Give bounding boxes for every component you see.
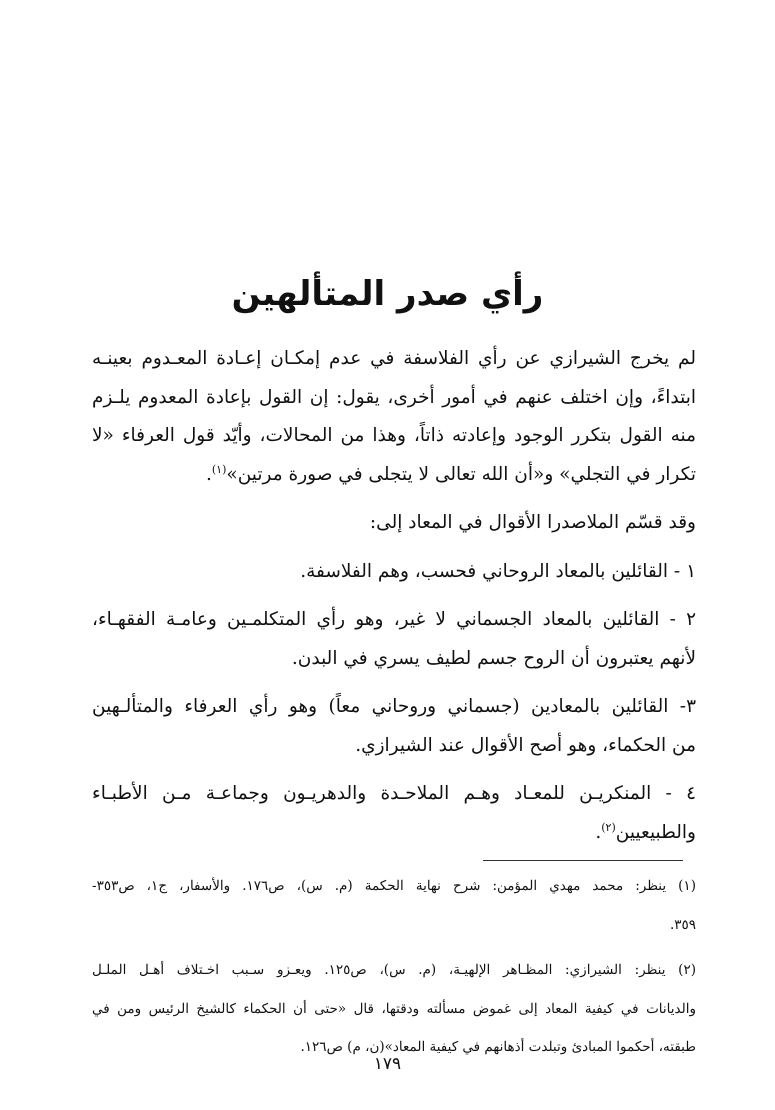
paragraph-item-1 <box>92 553 696 592</box>
paragraph-item-2 <box>92 601 696 678</box>
text-line: لأنهم يعتبرون أن الروح جسم لطيف يسري في البدن. <box>291 647 696 669</box>
text-fragment: والطبيعيين <box>615 821 696 843</box>
paragraph-item-4 <box>92 775 696 852</box>
footnote-line: طبقته، أحكموا المبادئ وتبلدت أذهانهم في كيفية المعاد»(ن، م) ص١٢٦. <box>300 1039 696 1055</box>
text-line: ٣- القائلين بالمعادين (جسماني وروحاني معاً) وهو رأي العرفاء والمتألـهين <box>92 696 696 717</box>
main-text <box>92 340 696 852</box>
text-line <box>92 456 696 495</box>
footnote-marker: (٢) <box>601 820 616 834</box>
footnote-1 <box>92 872 696 949</box>
text-line: ١ - القائلين بالمعاد الروحاني فحسب، وهم الفلاسفة. <box>300 560 696 582</box>
text-line: ابتداءً، وإن اختلف عنهم في أمور أخرى، يقول: إن القول بإعادة المعدوم يلـزم <box>92 386 696 408</box>
text-fragment: . <box>205 463 212 485</box>
text-line: ٤ - المنكريـن للمعـاد وهـم الملاحـدة والدهريـون وجماعـة مـن الأطبـاء <box>92 783 696 804</box>
page-number: ١٧٩ <box>373 1054 402 1074</box>
text-fragment: . <box>595 821 602 843</box>
chapter-title: رأي صدر المتألهين <box>231 274 544 314</box>
text-line: منه القول بتكرر الوجود وإعادته ذاتاً، وهذا من المحالات، وأيّد قول العرفاء «لا <box>92 425 696 446</box>
footnote-line: (١) ينظر: محمد مهدي المؤمن: شرح نهاية الحكمة (م. س)، ص١٧٦. والأسفار، ج١، ص٣٥٣- <box>92 878 696 894</box>
text-line <box>92 814 696 853</box>
paragraph-item-3 <box>92 688 696 765</box>
footnotes <box>92 872 696 1072</box>
footnote-line: والديانات في كيفية المعاد إلى غموض مسألته ودقتها، قال «حتى أن الحكماء كالشيخ الرئيس ومن في <box>92 1000 696 1017</box>
footnote-line: (٢) ينظر: الشيرازي: المظـاهر الإلهيـة، (م. س)، ص١٢٥. ويعـزو سـبب اخـتلاف أهـل الملـل <box>92 962 696 978</box>
text-line: ٢ - القائلين بالمعاد الجسماني لا غير، وهو رأي المتكلمـين وعامـة الفقهـاء، <box>92 609 696 630</box>
paragraph-intro <box>92 340 696 494</box>
text-line: من الحكماء، وهو أصح الأقوال عند الشيرازي. <box>355 734 696 756</box>
footnote-line: ٣٥٩. <box>669 916 696 933</box>
footnote-separator <box>483 860 683 861</box>
text-fragment: تكرار في التجلي» و«أن الله تعالى لا يتجلى في صورة مرتين» <box>226 463 696 485</box>
text-line: لم يخرج الشيرازي عن رأي الفلاسفة في عدم إمكـان إعـادة المعـدوم بعينـه <box>92 348 696 369</box>
paragraph-division <box>92 504 696 543</box>
footnote-marker: (١) <box>211 462 227 476</box>
text-line: وقد قسّم الملاصدرا الأقوال في المعاد إلى: <box>369 512 696 533</box>
